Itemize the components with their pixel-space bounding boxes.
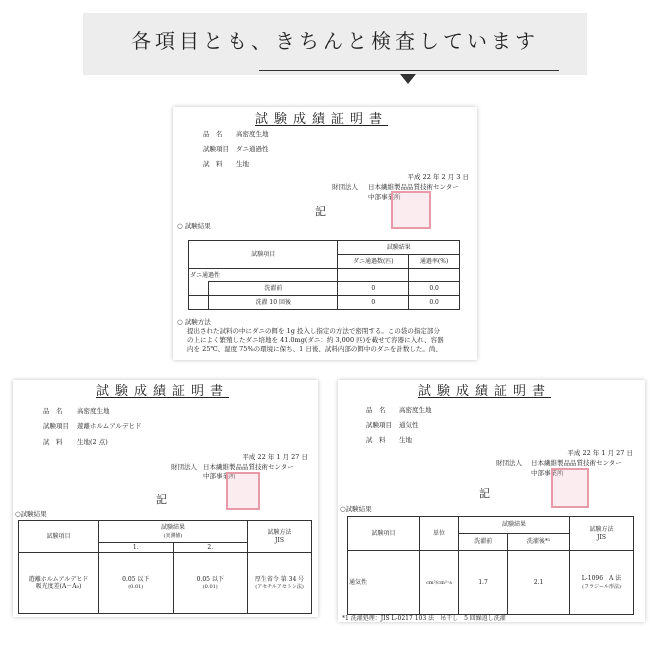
value: 生地 bbox=[399, 436, 412, 444]
cell: 0 bbox=[338, 282, 409, 296]
seal-stamp bbox=[226, 472, 260, 510]
text: 吸光度差(A－A₀) bbox=[35, 583, 82, 591]
ki-mark: 記 bbox=[315, 205, 326, 218]
header-cell bbox=[248, 521, 312, 553]
value: 遊離ホルムアルデヒド bbox=[77, 422, 142, 430]
section-heading: ○試験結果 bbox=[15, 510, 47, 518]
header-cell: 単位 bbox=[420, 517, 459, 551]
text: 遊離ホルムアルデヒド bbox=[28, 575, 89, 583]
cert-title: 試験成績証明書 bbox=[255, 112, 389, 127]
table-row bbox=[189, 296, 460, 310]
date: 平成 22 年 2 月 3 日 bbox=[407, 173, 469, 181]
cell: cm³/cm²･s bbox=[420, 551, 459, 615]
org-type: 財団法人 bbox=[496, 459, 522, 467]
header-cell: 試験項目 bbox=[19, 521, 99, 553]
header-cell: 試験結果 bbox=[459, 517, 570, 534]
certificate-mite bbox=[173, 107, 477, 360]
date: 平成 22 年 1 月 27 日 bbox=[242, 453, 308, 461]
label: 品 名 bbox=[43, 407, 63, 415]
header-cell: 試験項目 bbox=[189, 241, 338, 269]
org-name: 日本繊維製品品質技術センター bbox=[368, 183, 459, 191]
header-cell: 試験結果 bbox=[338, 241, 460, 255]
method-text: 内を 25℃、湿度 75%の環境に保ち、1 日後、試料内部の餌中のダニを計数した。尚、 bbox=[187, 345, 442, 353]
label: 試 料 bbox=[366, 436, 386, 444]
footnote: *1 洗濯処理：JIS L-0217 103 法 吊干し 5 回繰返し洗濯 bbox=[342, 615, 506, 622]
method-text: 提出された試料の中にダニの餌を 1g 投入し指定の方法で密閉する。この袋の指定部分 bbox=[187, 327, 440, 335]
cell bbox=[99, 553, 174, 614]
label: 品 名 bbox=[203, 130, 223, 138]
text: 0.05 以下 bbox=[196, 575, 224, 583]
header-cell: ダニ通過数(匹) bbox=[338, 254, 409, 268]
seal-stamp bbox=[391, 191, 431, 229]
header-subtext: JIS bbox=[275, 536, 284, 544]
header-subtext: JIS bbox=[597, 533, 606, 541]
text: (0.01) bbox=[202, 584, 218, 591]
label: 試 料 bbox=[203, 160, 223, 168]
header-cell: 試験項目 bbox=[348, 517, 420, 551]
cell bbox=[248, 553, 312, 614]
value: 通気性 bbox=[399, 421, 419, 429]
section-heading: ○試験結果 bbox=[340, 505, 372, 513]
value: 生地 bbox=[236, 160, 249, 168]
header-cell bbox=[99, 521, 248, 543]
results-table bbox=[18, 520, 312, 614]
text: (フラジール形法) bbox=[582, 583, 621, 590]
value: ダニ通過性 bbox=[236, 145, 269, 153]
text: (0.01) bbox=[128, 584, 144, 591]
header-cell: 2. bbox=[173, 543, 248, 553]
header-cell: 洗濯後*¹ bbox=[508, 534, 570, 551]
cell: 0.0 bbox=[409, 282, 460, 296]
label: 試 料 bbox=[43, 438, 63, 446]
text: 厚生省令 第 34 号 bbox=[254, 575, 305, 583]
label: 試験項目 bbox=[366, 421, 392, 429]
row-label: 通気性 bbox=[348, 551, 420, 615]
org-type: 財団法人 bbox=[332, 183, 358, 191]
ki-mark: 記 bbox=[156, 493, 167, 506]
certificate-formaldehyde bbox=[13, 380, 318, 617]
down-arrow-icon bbox=[400, 74, 416, 84]
header-text: 試験結果 bbox=[160, 524, 185, 532]
section-heading: ○ 試験結果 bbox=[177, 222, 211, 230]
header-cell bbox=[570, 517, 634, 551]
cert-title: 試験成績証明書 bbox=[418, 384, 552, 399]
results-table bbox=[347, 516, 634, 615]
text: L-1096 A 法 bbox=[581, 575, 622, 583]
org-name: 日本繊維製品品質技術センター bbox=[531, 459, 622, 467]
value: 生地(2 点) bbox=[77, 438, 108, 446]
divider bbox=[259, 70, 559, 71]
header-subtext: (実測値) bbox=[163, 532, 183, 539]
table-row bbox=[19, 553, 312, 614]
value: 高密度生地 bbox=[236, 130, 269, 138]
cell bbox=[173, 553, 248, 614]
date: 平成 22 年 1 月 27 日 bbox=[567, 449, 633, 457]
ki-mark: 記 bbox=[479, 487, 490, 500]
results-table bbox=[188, 240, 460, 310]
office: 中部事業所 bbox=[203, 472, 236, 480]
seal-stamp bbox=[551, 468, 589, 508]
org-type: 財団法人 bbox=[171, 463, 197, 471]
table-row bbox=[348, 551, 634, 615]
header-cell: 1. bbox=[99, 543, 174, 553]
office: 中部事業所 bbox=[531, 469, 564, 477]
header-cell: 通過率(%) bbox=[409, 254, 460, 268]
label: 品 名 bbox=[366, 406, 386, 414]
header-cell: 洗濯前 bbox=[459, 534, 508, 551]
text: (アセチルアセトン法) bbox=[255, 584, 304, 591]
section-heading: ○ 試験方法 bbox=[177, 318, 211, 326]
cert-title: 試験成績証明書 bbox=[96, 384, 230, 399]
office: 中部事業所 bbox=[368, 193, 401, 201]
cell: 0.0 bbox=[409, 296, 460, 310]
cell: 0 bbox=[338, 296, 409, 310]
label: 試験項目 bbox=[203, 145, 229, 153]
header-text: 試験方法 bbox=[267, 529, 292, 537]
table-row bbox=[189, 282, 460, 296]
row-label: 洗濯 10 回後 bbox=[209, 296, 338, 310]
header-text: 試験方法 bbox=[589, 526, 614, 534]
certificate-breathability bbox=[338, 380, 645, 622]
banner-title: 各項目とも、きちんと検査しています bbox=[131, 29, 539, 53]
org-name: 日本繊維製品品質技術センター bbox=[203, 463, 294, 471]
method-text: の上によく繁殖したダニ培地を 41.0mg(ダニ：約 3,000 匹)を載せて容器に入れ、容器 bbox=[187, 336, 444, 344]
row-group: ダニ通過性 bbox=[189, 268, 338, 281]
cell: 1.7 bbox=[459, 551, 508, 615]
text: 0.05 以下 bbox=[122, 575, 150, 583]
cell bbox=[570, 551, 634, 615]
row-label bbox=[19, 553, 99, 614]
value: 高密度生地 bbox=[77, 407, 110, 415]
header-banner bbox=[83, 13, 587, 75]
row-label: 洗濯前 bbox=[209, 282, 338, 296]
label: 試験項目 bbox=[43, 422, 69, 430]
cell: 2.1 bbox=[508, 551, 570, 615]
value: 高密度生地 bbox=[399, 406, 432, 414]
